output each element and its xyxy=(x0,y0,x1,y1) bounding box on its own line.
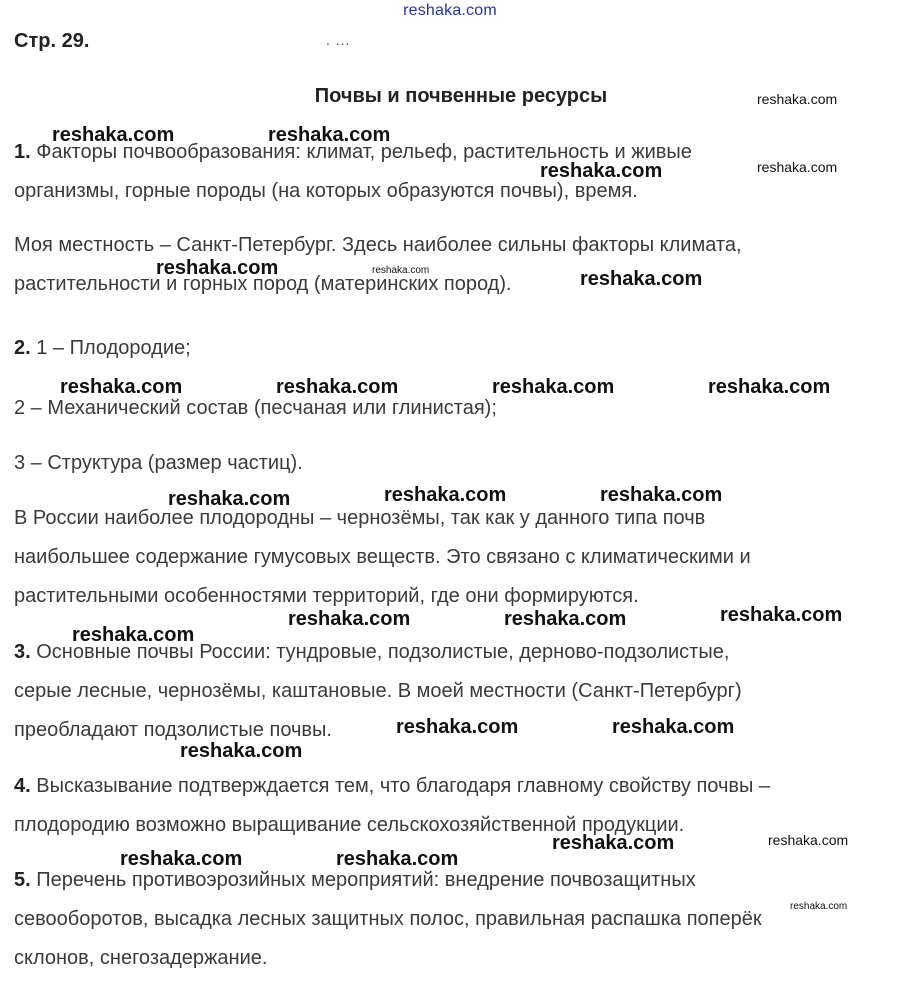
watermark: reshaka.com xyxy=(504,608,627,630)
watermark: reshaka.com xyxy=(757,91,838,107)
q5-line-2: севооборотов, высадка лесных защитных полос, правильная распашка поперёк xyxy=(14,908,762,930)
watermark: reshaka.com xyxy=(600,484,723,506)
q2-line-6: растительными особенностями территорий, где они формируются. xyxy=(14,585,639,607)
q1-number: 1. xyxy=(14,141,31,163)
watermark: reshaka.com xyxy=(60,376,183,398)
q1-line-2: организмы, горные породы (на которых образуются почвы), время. xyxy=(14,180,638,202)
q5-text-1: Перечень противоэрозийных мероприятий: внедрение почвозащитных xyxy=(36,869,696,891)
watermark: reshaka.com xyxy=(492,376,615,398)
q3-number: 3. xyxy=(14,641,31,663)
page-title: Почвы и почвенные ресурсы xyxy=(314,85,608,107)
watermark: reshaka.com xyxy=(612,716,735,738)
watermark: reshaka.com xyxy=(790,901,848,912)
q2-number: 2. xyxy=(14,337,31,359)
watermark: reshaka.com xyxy=(168,488,291,510)
watermark: reshaka.com xyxy=(540,160,663,182)
q3-line-2: серые лесные, чернозёмы, каштановые. В моей местности (Санкт-Петербург) xyxy=(14,680,742,702)
watermark: reshaka.com xyxy=(708,376,831,398)
watermark: reshaka.com xyxy=(120,848,243,870)
q5-line-3: склонов, снегозадержание. xyxy=(14,947,268,969)
watermark: reshaka.com xyxy=(580,268,703,290)
q2-line-3: 3 – Структура (размер частиц). xyxy=(14,452,303,474)
watermark: reshaka.com xyxy=(156,257,279,279)
q5-number: 5. xyxy=(14,869,31,891)
q1-text-1: Факторы почвообразования: климат, рельеф, растительность и живые xyxy=(36,141,692,163)
scan-mark: . ... xyxy=(326,32,351,48)
watermark: reshaka.com xyxy=(52,124,175,146)
q4-number: 4. xyxy=(14,775,31,797)
q2-line-1 xyxy=(14,337,191,360)
watermark: reshaka.com xyxy=(180,740,303,762)
watermark: reshaka.com xyxy=(396,716,519,738)
q4-line-1 xyxy=(14,775,770,798)
watermark: reshaka.com xyxy=(757,159,838,175)
watermark: reshaka.com xyxy=(336,848,459,870)
watermark: reshaka.com xyxy=(72,624,195,646)
watermark: reshaka.com xyxy=(288,608,411,630)
watermark: reshaka.com xyxy=(768,832,849,848)
q5-line-1 xyxy=(14,869,696,892)
q2-line-2: 2 – Механический состав (песчаная или глинистая); xyxy=(14,397,497,419)
q4-text-1: Высказывание подтверждается тем, что благодаря главному свойству почвы – xyxy=(36,775,771,797)
q4-line-2: плодородию возможно выращивание сельскохозяйственной продукции. xyxy=(14,814,685,836)
watermark: reshaka.com xyxy=(276,376,399,398)
top-watermark: reshaka.com xyxy=(403,2,497,19)
watermark: reshaka.com xyxy=(268,124,391,146)
q3-text-1: Основные почвы России: тундровые, подзолистые, дерново-подзолистые, xyxy=(36,641,730,663)
q3-line-3: преобладают подзолистые почвы. xyxy=(14,719,332,741)
q2-line-5: наибольшее содержание гумусовых веществ. Это связано с климатическими и xyxy=(14,546,751,568)
watermark: reshaka.com xyxy=(552,832,675,854)
q2-line-4: В России наиболее плодородны – чернозёмы, так как у данного типа почв xyxy=(14,507,706,529)
page-number: Стр. 29. xyxy=(14,30,90,52)
watermark: reshaka.com xyxy=(384,484,507,506)
q1-line-3: Моя местность – Санкт-Петербург. Здесь наиболее сильны факторы климата, xyxy=(14,234,742,256)
watermark: reshaka.com xyxy=(372,265,430,276)
watermark: reshaka.com xyxy=(720,604,843,626)
q2-text-1: 1 – Плодородие; xyxy=(36,337,191,359)
q1-line-4: растительности и горных пород (материнских пород). xyxy=(14,273,512,295)
